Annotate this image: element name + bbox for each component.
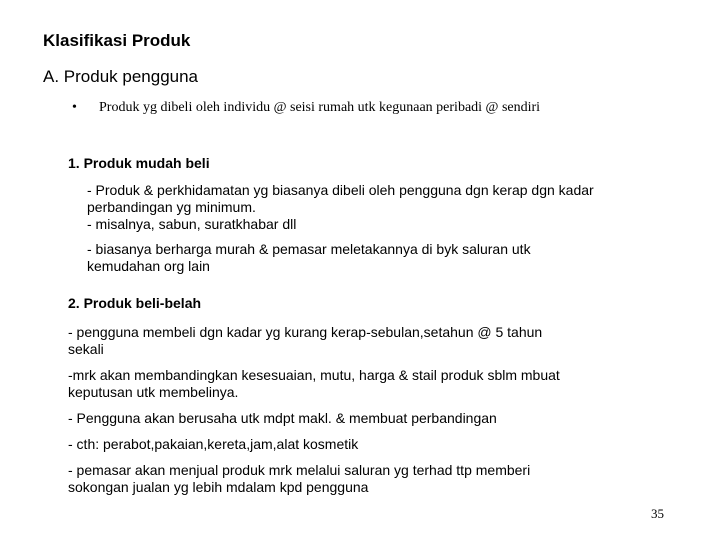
section1-line: - misalnya, sabun, suratkhabar dll	[87, 216, 297, 232]
slide-title: Klasifikasi Produk	[43, 31, 191, 50]
section2-line: - pengguna membeli dgn kadar yg kurang kerap-sebulan,setahun @ 5 tahun	[68, 324, 543, 340]
section1-line: - biasanya berharga murah & pemasar meletakannya di byk saluran utk	[87, 241, 531, 257]
slide-subtitle: A. Produk pengguna	[43, 67, 199, 86]
section2-line: -mrk akan membandingkan kesesuaian, mutu, harga & stail produk sblm mbuat	[68, 367, 560, 383]
section2-heading: 2. Produk beli-belah	[68, 295, 202, 311]
section2-line: sekali	[68, 341, 104, 357]
section2-line: - cth: perabot,pakaian,kereta,jam,alat kosmetik	[68, 436, 359, 452]
section2-line: sokongan jualan yg lebih mdalam kpd pengguna	[68, 479, 369, 495]
section1-line: perbandingan yg minimum.	[87, 199, 256, 215]
section2-line: - Pengguna akan berusaha utk mdpt makl. & membuat perbandingan	[68, 410, 497, 426]
section1-line: - Produk & perkhidamatan yg biasanya dibeli oleh pengguna dgn kerap dgn kadar	[87, 182, 594, 198]
page-number: 35	[651, 506, 664, 521]
section1-line: kemudahan org lain	[87, 258, 210, 274]
section2-line: keputusan utk membelinya.	[68, 384, 239, 400]
intro-bullet	[72, 99, 540, 117]
section2-line: - pemasar akan menjual produk mrk melalui saluran yg terhad ttp memberi	[68, 462, 531, 478]
intro-bullet-text: Produk yg dibeli oleh individu @ seisi rumah utk kegunaan peribadi @ sendiri	[99, 100, 541, 115]
bullet-marker: •	[72, 100, 77, 115]
section1-heading: 1. Produk mudah beli	[68, 155, 210, 171]
